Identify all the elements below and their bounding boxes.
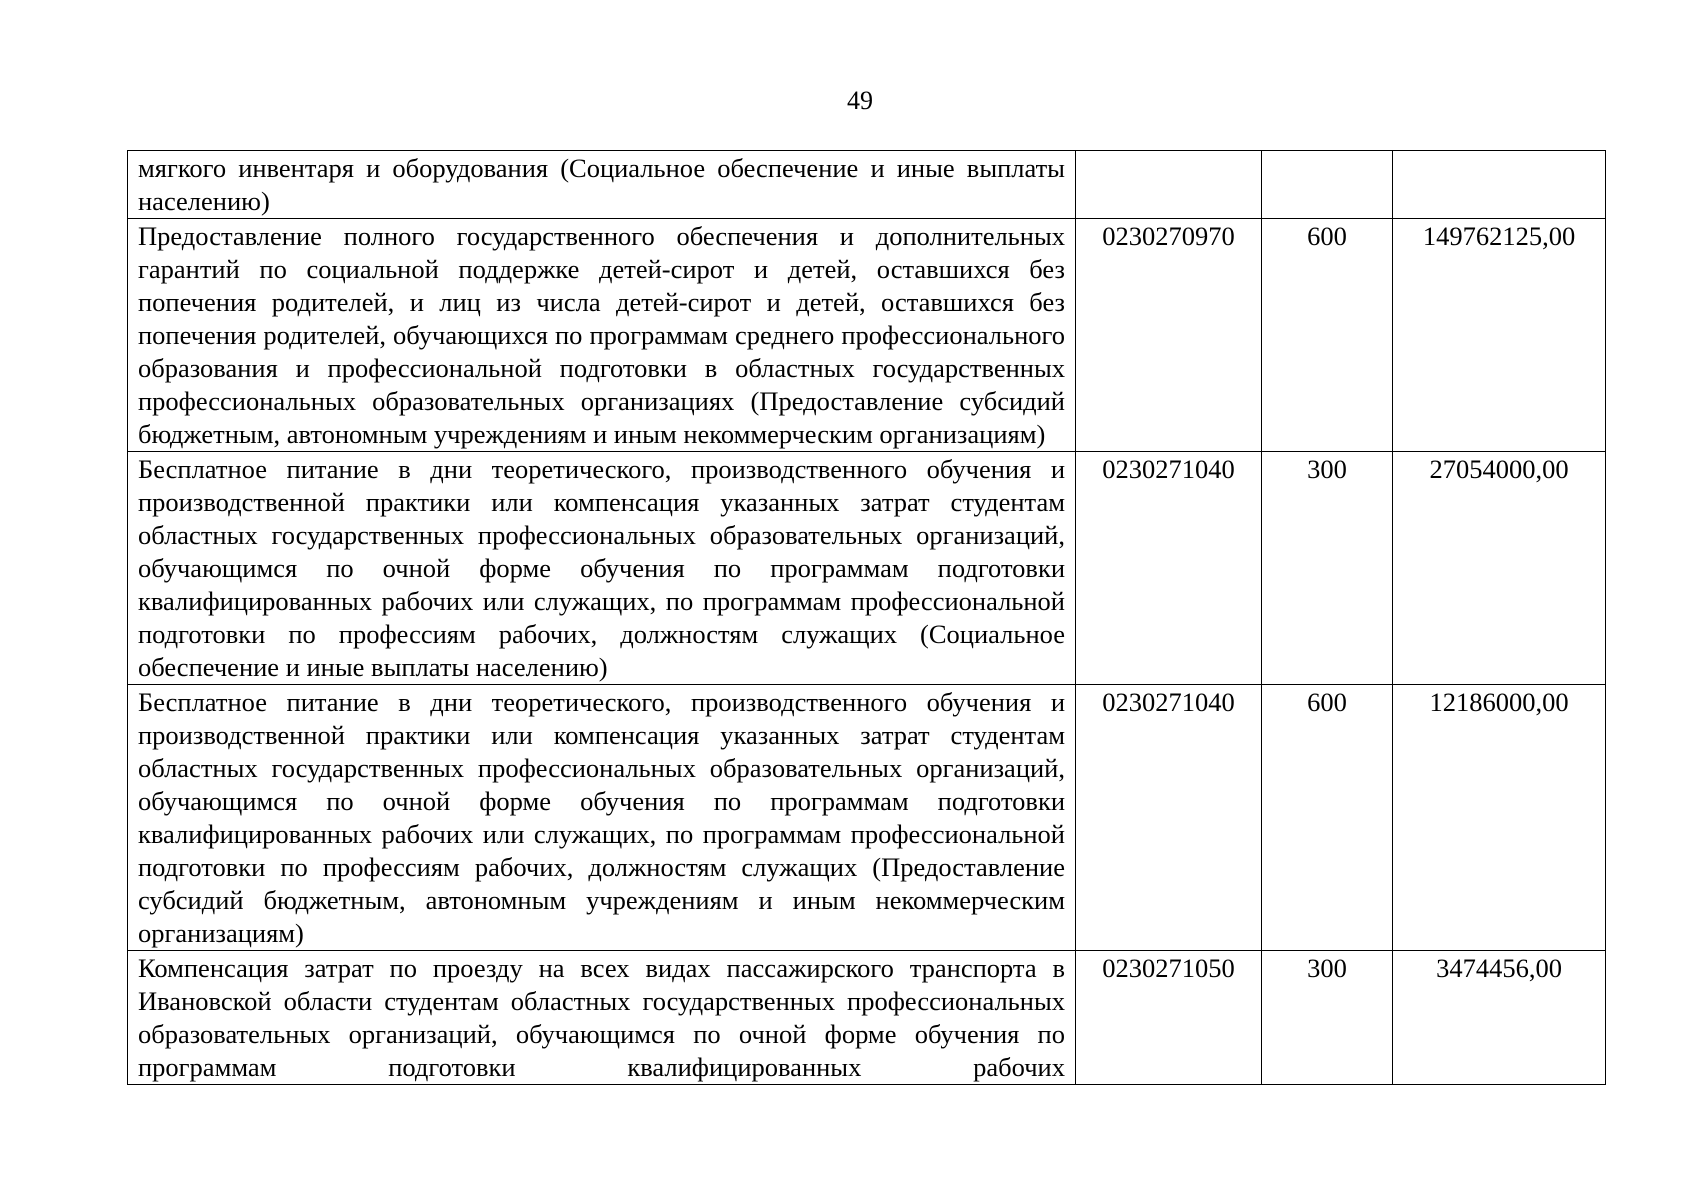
row-vr-cell: 300 — [1262, 951, 1393, 1085]
row-name-cell: Бесплатное питание в дни теоретического, производственного обучения и производственной практики или компенсация указанных затрат студентам областных государственных профессиональных образовательных организаций, обучающимся по очной форме обучения по программам подготовки квалифицированных рабочих или служащих, по программам профессиональной подготовки по профессиям рабочих, должностям служащих (Социальное обеспечение и иные выплаты населению) — [128, 452, 1076, 685]
row-name-cell: Предоставление полного государственного обеспечения и дополнительных гарантий по социальной поддержке детей-сирот и детей, оставшихся без попечения родителей, и лиц из числа детей-сирот и детей, оставшихся без попечения родителей, обучающихся по программам среднего профессионального образования и профессиональной подготовки в областных государственных профессиональных образовательных организациях (Предоставление субсидий бюджетным, автономным учреждениям и иным некоммерческим организациям) — [128, 219, 1076, 452]
row-sum-cell: 12186000,00 — [1393, 685, 1606, 951]
row-vr-cell: 600 — [1262, 685, 1393, 951]
table-row — [128, 685, 1606, 951]
row-csr-cell: 0230271040 — [1076, 452, 1262, 685]
row-sum-cell: 27054000,00 — [1393, 452, 1606, 685]
table-row — [128, 151, 1606, 219]
row-vr-cell: 600 — [1262, 219, 1393, 452]
row-csr-cell: 0230270970 — [1076, 219, 1262, 452]
row-name-cell: Бесплатное питание в дни теоретического, производственного обучения и производственной практики или компенсация указанных затрат студентам областных государственных профессиональных образовательных организаций, обучающимся по очной форме обучения по программам подготовки квалифицированных рабочих или служащих, по программам профессиональной подготовки по профессиям рабочих, должностям служащих (Предоставление субсидий бюджетным, автономным учреждениям и иным некоммерческим организациям) — [128, 685, 1076, 951]
row-csr-cell — [1076, 151, 1262, 219]
row-name-cell: Компенсация затрат по проезду на всех видах пассажирского транспорта в Ивановской области студентам областных государственных профессиональных образовательных организаций, обучающимся по очной форме обучения по программам подготовки квалифицированных рабочих — [128, 951, 1076, 1085]
table-row — [128, 452, 1606, 685]
row-sum-cell — [1393, 151, 1606, 219]
row-vr-cell — [1262, 151, 1393, 219]
row-vr-cell: 300 — [1262, 452, 1393, 685]
row-csr-cell: 0230271050 — [1076, 951, 1262, 1085]
row-sum-cell: 3474456,00 — [1393, 951, 1606, 1085]
row-sum-cell: 149762125,00 — [1393, 219, 1606, 452]
budget-table — [127, 150, 1606, 1085]
table-row — [128, 951, 1606, 1085]
table-row — [128, 219, 1606, 452]
row-csr-cell: 0230271040 — [1076, 685, 1262, 951]
page-number: 49 — [847, 86, 873, 115]
row-name-cell: мягкого инвентаря и оборудования (Социальное обеспечение и иные выплаты населению) — [128, 151, 1076, 219]
